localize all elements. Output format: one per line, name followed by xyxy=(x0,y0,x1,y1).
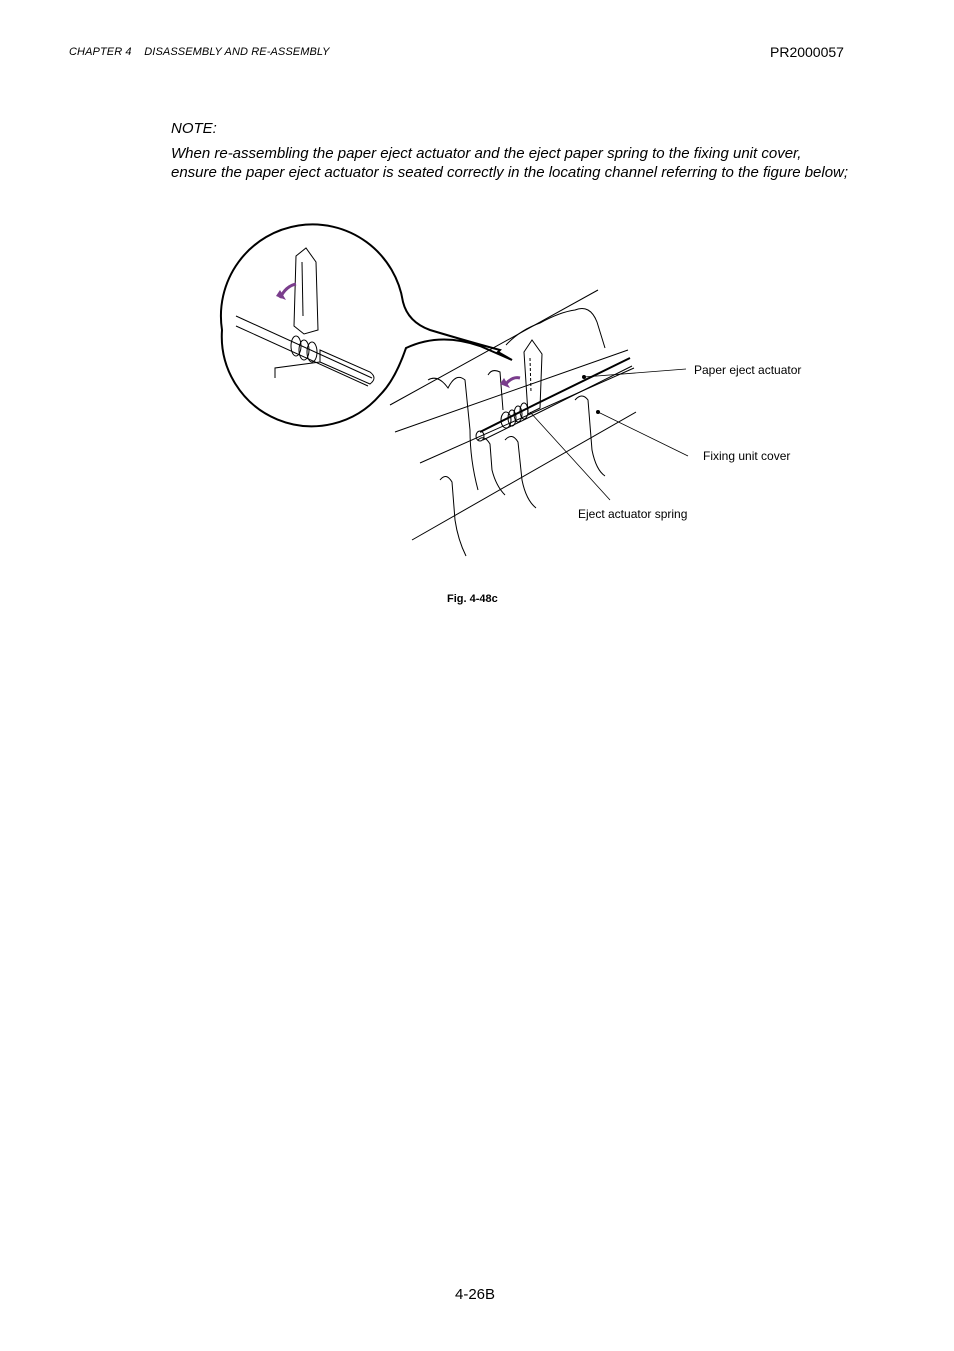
cover-rib xyxy=(575,396,605,476)
figure-caption: Fig. 4-48c xyxy=(447,593,498,605)
label-eject-actuator-spring: Eject actuator spring xyxy=(578,507,688,521)
cover-rib xyxy=(488,371,503,410)
cover-rib xyxy=(428,377,478,490)
assembly-figure xyxy=(0,0,954,620)
cover-edge-line xyxy=(395,350,628,432)
cover-rib xyxy=(506,309,605,349)
detail-shaft xyxy=(236,326,368,386)
detail-shaft xyxy=(236,316,372,378)
leader-dot xyxy=(596,410,600,414)
shaft xyxy=(480,358,630,432)
label-paper-eject-actuator: Paper eject actuator xyxy=(694,363,802,377)
note-body: When re-assembling the paper eject actuator and the eject paper spring to the fixing unit cover, ensure the paper eject actuator is seated correctly in the locating channel referring to the figure below; xyxy=(171,145,849,181)
cover-rib xyxy=(478,438,505,495)
detail-slot xyxy=(302,262,303,316)
zoom-callout xyxy=(221,224,512,426)
leader-line xyxy=(598,412,688,456)
detail-actuator xyxy=(294,248,318,334)
shaft xyxy=(483,366,632,440)
leader-line xyxy=(530,412,610,500)
note-title: NOTE: xyxy=(171,120,217,137)
detail-pointer xyxy=(275,362,320,378)
chapter-heading: CHAPTER 4 DISASSEMBLY AND RE-ASSEMBLY xyxy=(69,46,330,58)
document-code: PR2000057 xyxy=(770,44,844,60)
label-fixing-unit-cover: Fixing unit cover xyxy=(703,449,791,463)
page-number: 4-26B xyxy=(455,1286,496,1303)
actuator-slot xyxy=(530,358,531,392)
leader-dot xyxy=(582,375,586,379)
